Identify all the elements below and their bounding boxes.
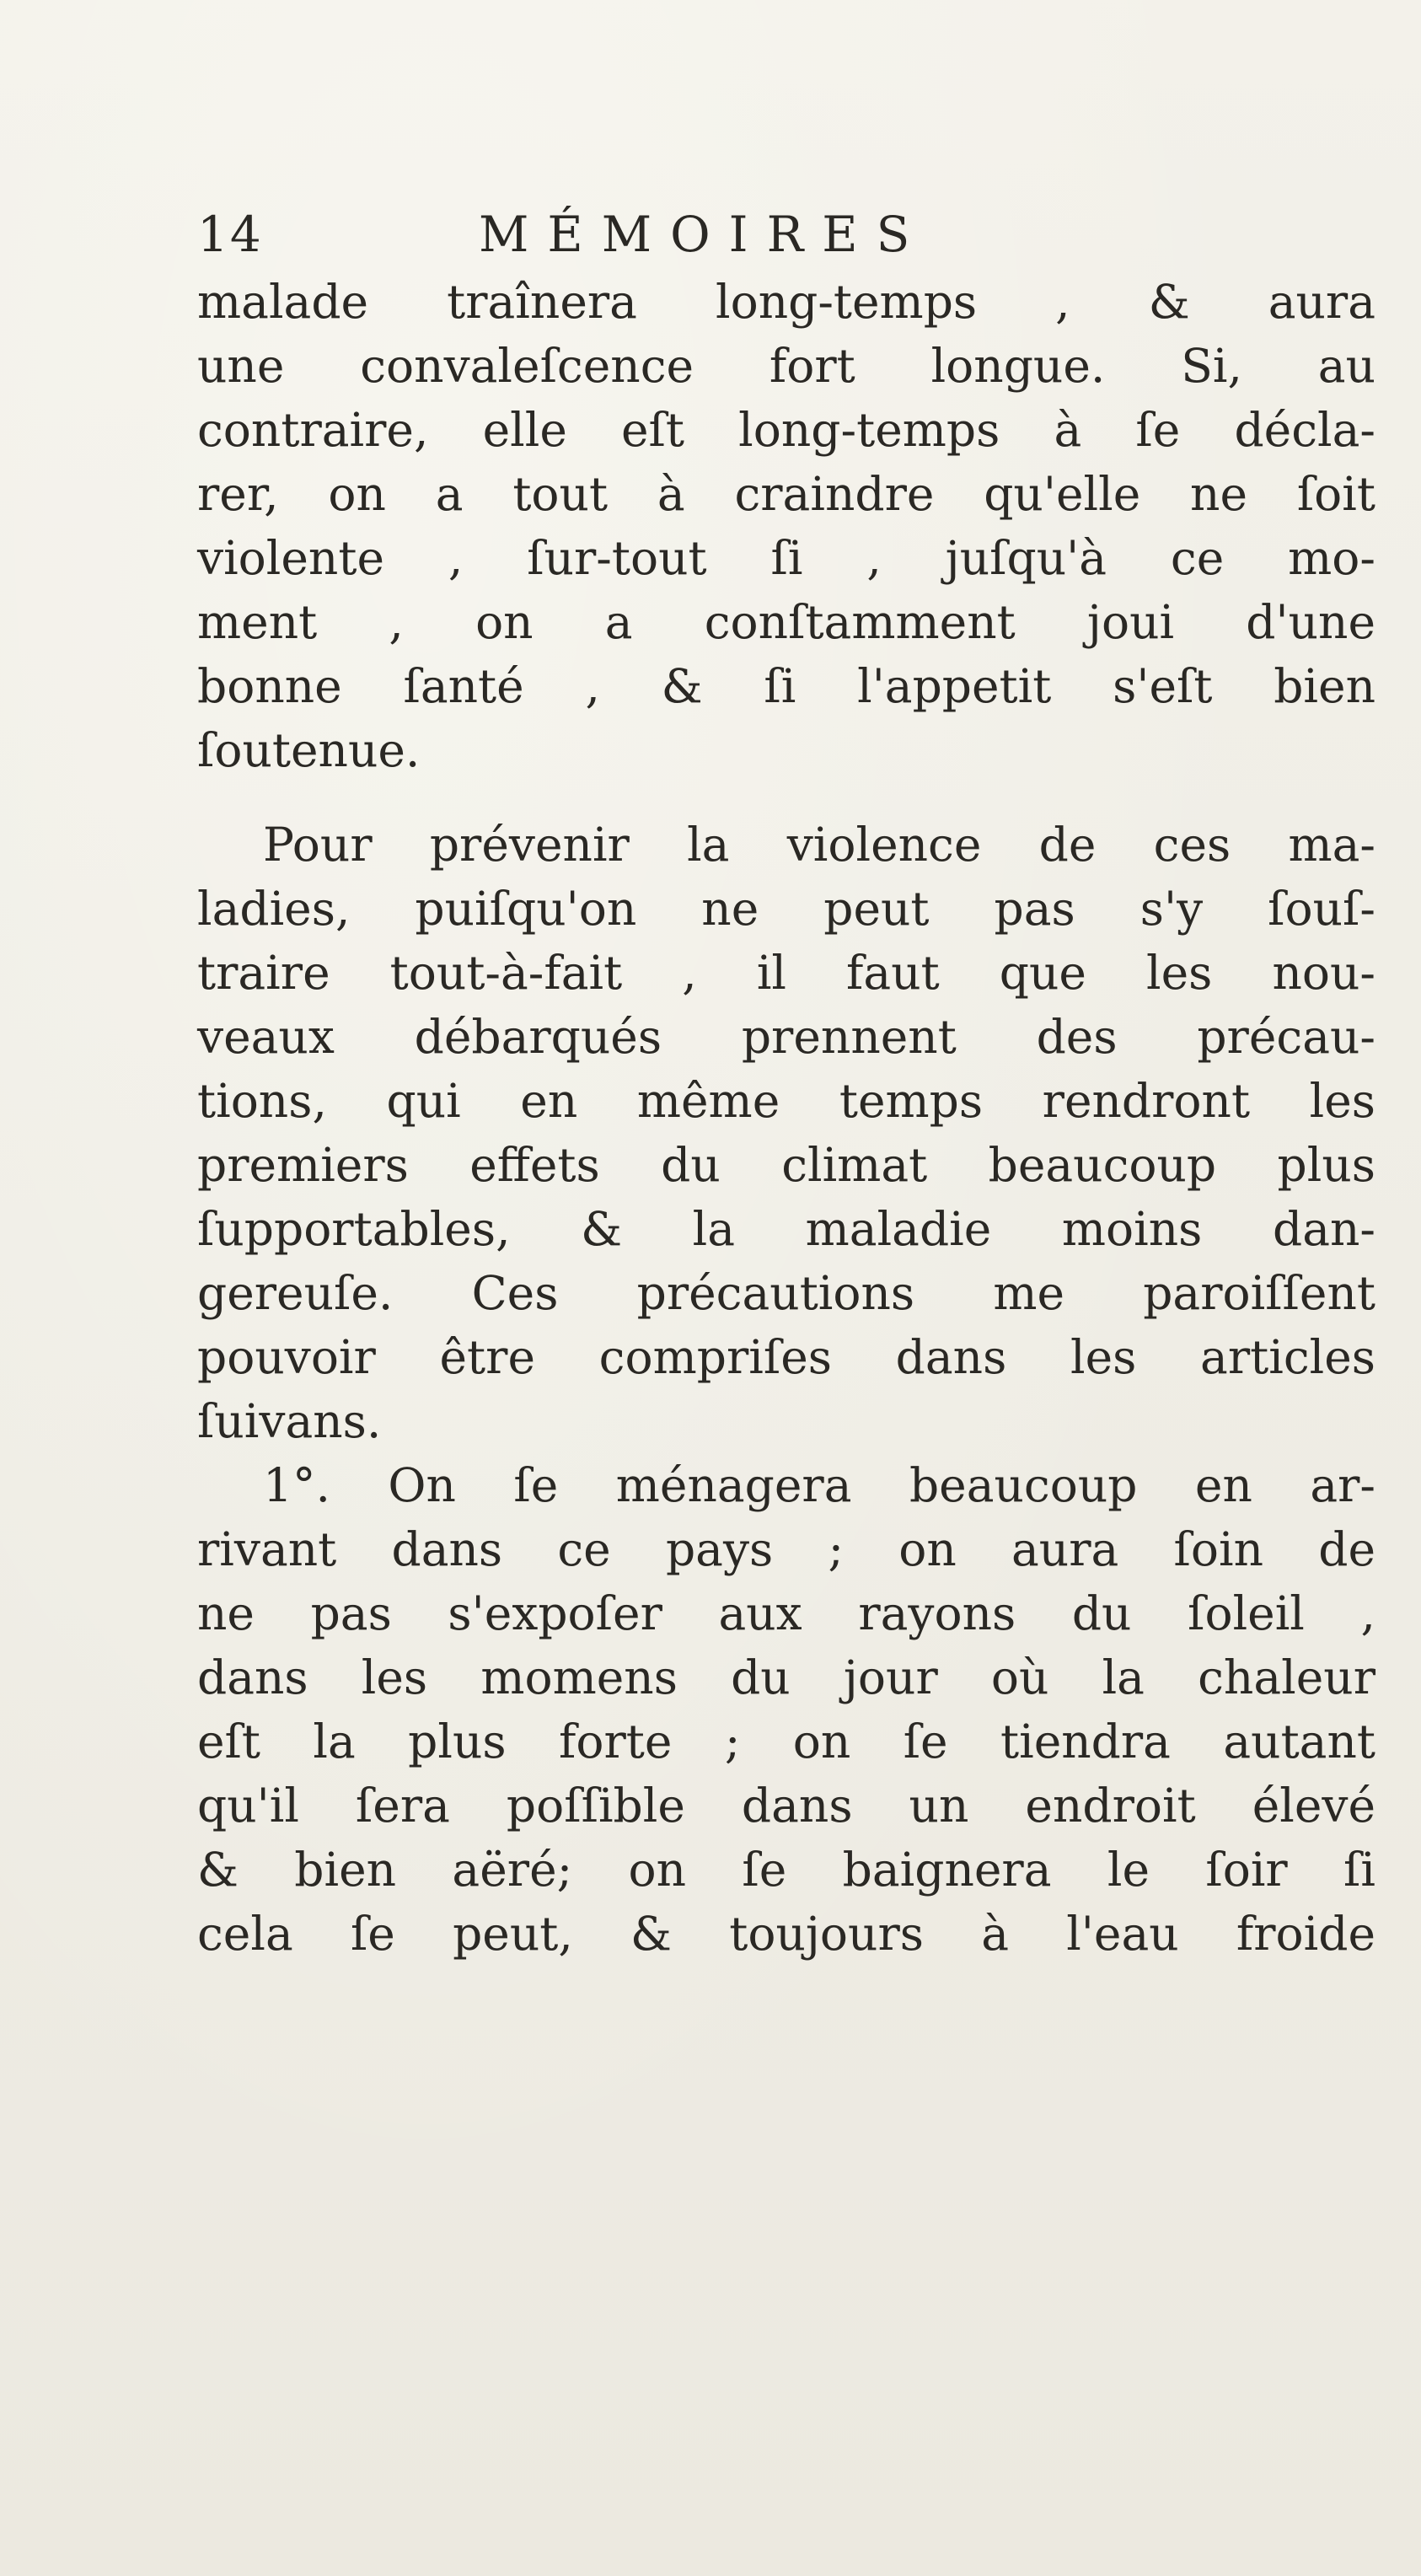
text-line: ſupportables, & la maladie moins dan- xyxy=(197,1202,1375,1256)
text-line: eſt la plus forte ; on ſe tiendra autant xyxy=(197,1715,1375,1768)
text-line: tions, qui en même temps rendront les xyxy=(197,1074,1375,1128)
text-line: ment , on a conſtamment joui d'une xyxy=(197,595,1375,649)
text-line: rer, on a tout à craindre qu'elle ne ſoit xyxy=(197,467,1375,521)
text-line: veaux débarqués prennent des précau- xyxy=(197,1010,1375,1064)
paragraph-start-line: Pour prévenir la violence de ces ma- xyxy=(263,818,1375,872)
paragraph-start-line: 1°. On ſe ménagera beaucoup en ar- xyxy=(263,1458,1375,1512)
body-text xyxy=(197,270,1375,1966)
text-line: rivant dans ce pays ; on aura ſoin de xyxy=(197,1522,1375,1576)
text-line: pouvoir être compriſes dans les articles xyxy=(197,1330,1375,1384)
text-line: bonne ſanté , & ſi l'appetit s'eſt bien xyxy=(197,659,1375,713)
text-line: gereuſe. Ces précautions me paroiſſent xyxy=(197,1266,1375,1320)
text-line: premiers effets du climat beaucoup plus xyxy=(197,1138,1375,1192)
text-line: une convaleſcence fort longue. Si, au xyxy=(197,339,1375,393)
text-line: traire tout-à-fait , il faut que les nou- xyxy=(197,946,1375,1000)
text-line: ſoutenue. xyxy=(197,723,421,777)
text-line: contraire, elle eſt long-temps à ſe décla- xyxy=(197,403,1375,457)
text-line: violente , ſur-tout ſi , juſqu'à ce mo- xyxy=(197,531,1375,585)
text-line: cela ſe peut, & toujours à l'eau froide xyxy=(197,1907,1375,1961)
text-line: qu'il ſera poſſible dans un endroit élevé xyxy=(197,1779,1375,1833)
text-line: dans les momens du jour où la chaleur xyxy=(197,1650,1375,1704)
text-line: ſuivans. xyxy=(197,1394,382,1448)
page-header xyxy=(0,201,1421,268)
page-number: 14 xyxy=(197,206,263,263)
running-title: MÉMOIRES xyxy=(479,206,929,263)
text-line: ne pas s'expoſer aux rayons du ſoleil , xyxy=(197,1586,1375,1640)
text-line: malade traînera long-temps , & aura xyxy=(197,275,1375,329)
text-line: & bien aëré; on ſe baignera le ſoir ſi xyxy=(197,1843,1375,1897)
text-line: ladies, puiſqu'on ne peut pas s'y ſouſ- xyxy=(197,882,1375,936)
